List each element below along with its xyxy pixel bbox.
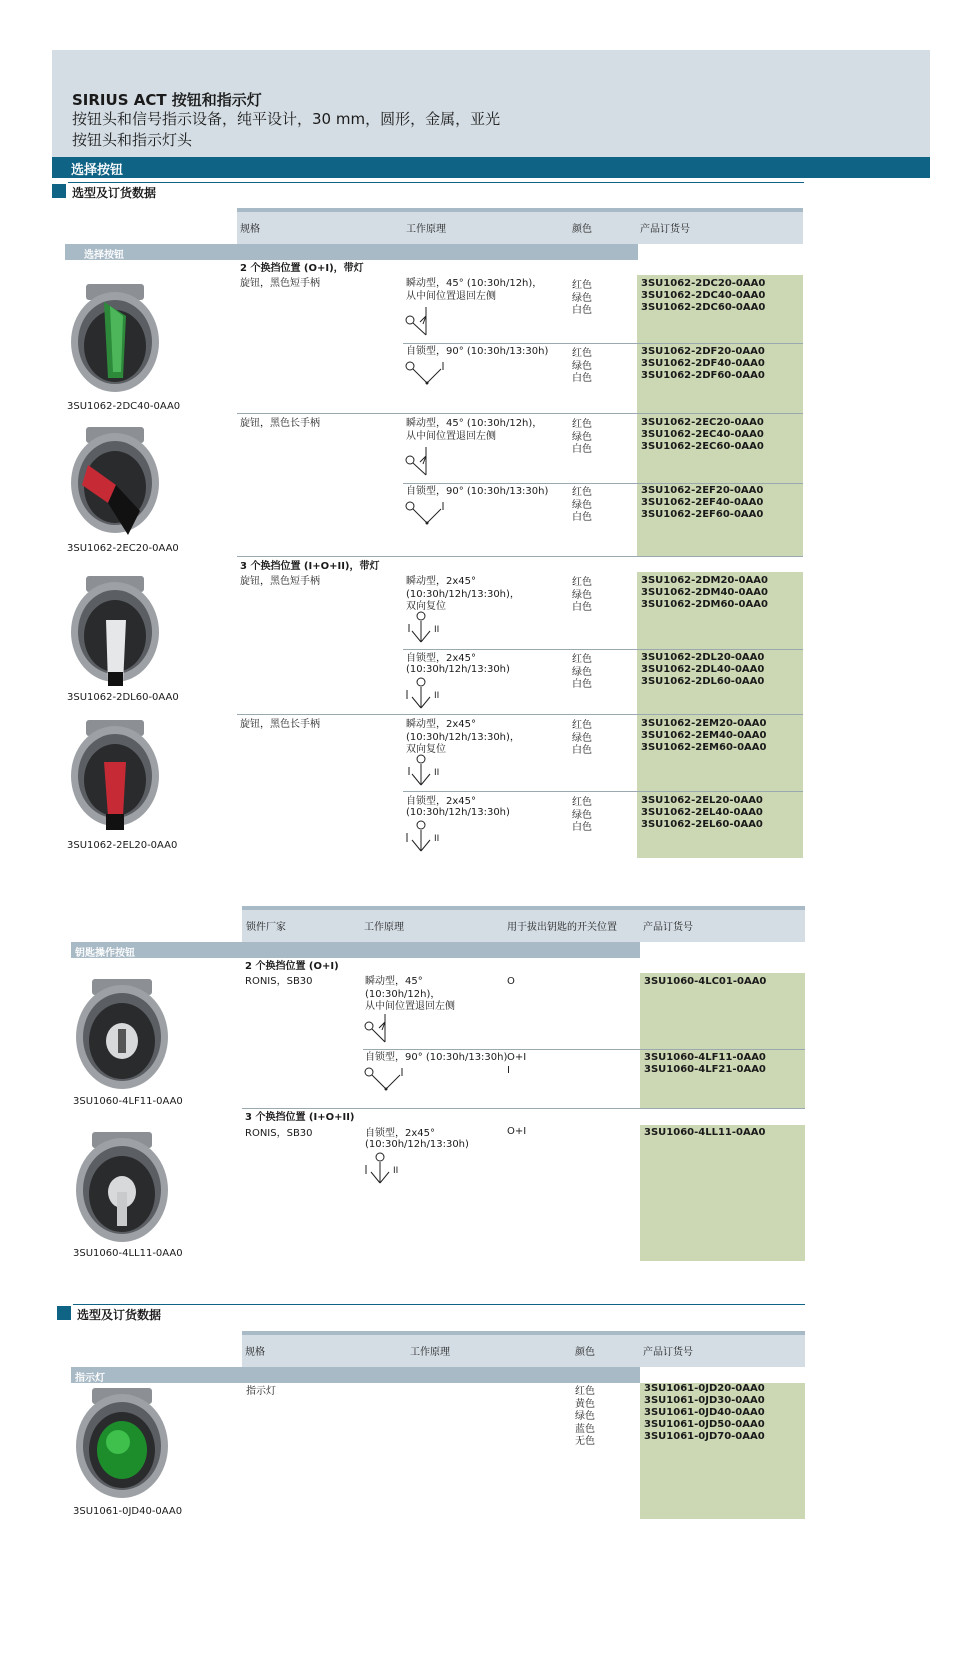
order-numbers: 3SU1062-2EF20-0AA0 3SU1062-2EF40-0AA0 3SU1062-2EF60-0AA0 — [641, 485, 764, 520]
selector-switch-image — [68, 280, 163, 400]
order-number: 3SU1060-4LC01-0AA0 — [644, 976, 767, 987]
color-list: 红色 绿色 白色 — [572, 487, 592, 523]
order-numbers: 3SU1062-2DM20-0AA0 3SU1062-2DM40-0AA0 3SU1062-2DM60-0AA0 — [641, 575, 768, 610]
key-switch-image — [72, 1128, 172, 1248]
group-label: 2 个换挡位置 (O+I) — [245, 961, 339, 972]
lock-maker: RONIS，SB30 — [245, 976, 313, 987]
three-position-switch-symbol — [404, 677, 444, 713]
order-numbers: 3SU1062-2EC20-0AA0 3SU1062-2EC40-0AA0 3SU1062-2EC60-0AA0 — [641, 417, 764, 452]
col-principle: 工作原理 — [364, 922, 404, 933]
principle-text: 瞬动型，2x45° (10:30h/12h/13:30h)， 双向复位 — [406, 719, 520, 755]
col-maker: 锁件厂家 — [246, 922, 286, 933]
principle-text: 瞬动型，45° (10:30h/12h)， 从中间位置退回左侧 — [365, 976, 455, 1012]
col-color: 颜色 — [572, 224, 592, 235]
principle-text: 自锁型，90° (10:30h/13:30h) — [406, 346, 549, 357]
row-divider — [403, 791, 803, 792]
order-numbers: 3SU1062-2DL20-0AA0 3SU1062-2DL40-0AA0 3SU1062-2DL60-0AA0 — [641, 652, 765, 687]
row-divider — [237, 556, 803, 557]
col-order: 产品订货号 — [640, 224, 690, 235]
momentary-switch-symbol — [363, 1012, 403, 1048]
selector-switch-image — [68, 716, 163, 836]
page-subtitle-2: 按钮头和指示灯头 — [72, 131, 193, 149]
product-caption: 3SU1061-0JD40-0AA0 — [73, 1506, 183, 1517]
table-header — [242, 1335, 805, 1367]
color-list: 红色 绿色 白色 — [572, 280, 592, 316]
page-subtitle: 按钮头和信号指示设备，纯平设计，30 mm，圆形，金属，亚光 — [72, 110, 501, 128]
three-position-switch-symbol — [404, 820, 444, 856]
momentary-switch-symbol — [404, 302, 444, 340]
color-list: 红色 绿色 白色 — [572, 797, 592, 833]
row-divider — [242, 1108, 805, 1109]
category-bar — [52, 157, 930, 178]
principle-text: 自锁型，2x45° (10:30h/12h/13:30h) — [365, 1128, 469, 1150]
col-color: 颜色 — [575, 1347, 595, 1358]
color-list: 红色 绿色 白色 — [572, 654, 592, 690]
key-position: O+I I — [507, 1052, 527, 1076]
subheader-label: 选择按钮 — [84, 250, 124, 261]
row-divider — [403, 649, 803, 650]
three-position-switch-symbol — [404, 754, 444, 790]
group-label: 3 个换挡位置 (I+O+II)，带灯 — [240, 561, 380, 572]
principle-text: 自锁型，2x45° (10:30h/12h/13:30h) — [406, 796, 510, 818]
table-header — [242, 910, 805, 942]
category-bar-label: 选择按钮 — [71, 163, 124, 178]
principle-text: 自锁型，90° (10:30h/13:30h) — [365, 1052, 508, 1063]
key-position: O+I — [507, 1126, 527, 1137]
latching-switch-symbol — [404, 356, 448, 386]
svg-text:II: II — [434, 691, 440, 701]
latching-switch-symbol — [363, 1062, 407, 1092]
col-order: 产品订货号 — [643, 1347, 693, 1358]
principle-text: 自锁型，2x45° (10:30h/12h/13:30h) — [406, 653, 510, 675]
lock-maker: RONIS，SB30 — [245, 1128, 313, 1139]
color-list: 红色 绿色 白色 — [572, 720, 592, 756]
principle-text: 自锁型，90° (10:30h/13:30h) — [406, 486, 549, 497]
three-position-switch-symbol — [363, 1152, 403, 1188]
order-numbers: 3SU1062-2DC20-0AA0 3SU1062-2DC40-0AA0 3SU1062-2DC60-0AA0 — [641, 278, 766, 313]
latching-switch-symbol — [404, 496, 448, 526]
principle-text: 瞬动型，45° (10:30h/12h)， 从中间位置退回左侧 — [406, 278, 543, 302]
order-column-bg — [640, 1125, 805, 1261]
col-spec: 规格 — [240, 224, 260, 235]
col-order: 产品订货号 — [643, 922, 693, 933]
col-principle: 工作原理 — [410, 1347, 450, 1358]
principle-text: 瞬动型，45° (10:30h/12h)， 从中间位置退回左侧 — [406, 418, 543, 442]
spec-text: 指示灯 — [246, 1386, 276, 1397]
key-switch-image — [72, 975, 172, 1095]
row-divider — [403, 483, 803, 484]
spec-text: 旋钮，黑色短手柄 — [240, 576, 320, 587]
order-column-bg — [640, 973, 805, 1108]
section-marker — [52, 184, 66, 198]
subheader-bar — [71, 942, 640, 958]
row-divider — [363, 1049, 805, 1050]
section-marker — [57, 1306, 71, 1320]
color-list: 红色 绿色 白色 — [572, 348, 592, 384]
color-list: 红色 黄色 绿色 蓝色 无色 — [575, 1386, 595, 1447]
order-numbers: 3SU1062-2EM20-0AA0 3SU1062-2EM40-0AA0 3SU1062-2EM60-0AA0 — [641, 718, 767, 753]
row-divider — [237, 413, 803, 414]
spec-text: 旋钮，黑色长手柄 — [240, 719, 320, 730]
table-header — [237, 212, 803, 244]
product-caption: 3SU1060-4LF11-0AA0 — [73, 1096, 183, 1107]
subheader-label: 钥匙操作按钮 — [75, 948, 135, 959]
col-principle: 工作原理 — [406, 224, 446, 235]
order-number: 3SU1060-4LL11-0AA0 — [644, 1127, 766, 1138]
product-caption: 3SU1062-2DC40-0AA0 — [67, 401, 181, 412]
principle-text: 瞬动型，2x45° (10:30h/12h/13:30h)， 双向复位 — [406, 576, 520, 612]
section-title: 选型及订货数据 — [77, 1308, 162, 1322]
section-rule — [68, 182, 804, 183]
svg-text:II: II — [393, 1166, 399, 1176]
color-list: 红色 绿色 白色 — [572, 419, 592, 455]
order-numbers: 3SU1061-0JD20-0AA0 3SU1061-0JD30-0AA0 3SU1061-0JD40-0AA0 3SU1061-0JD50-0AA0 3SU1061-0JD70-0AA0 — [644, 1383, 765, 1442]
col-spec: 规格 — [245, 1347, 265, 1358]
svg-text:II: II — [434, 625, 440, 635]
selector-switch-image — [68, 572, 163, 692]
momentary-switch-symbol — [404, 442, 444, 480]
spec-text: 旋钮，黑色短手柄 — [240, 278, 320, 289]
spec-text: 旋钮，黑色长手柄 — [240, 418, 320, 429]
page-title: SIRIUS ACT 按钮和指示灯 — [72, 91, 262, 109]
group-label: 2 个换挡位置 (O+I)，带灯 — [240, 263, 364, 274]
group-label: 3 个换挡位置 (I+O+II) — [245, 1112, 355, 1123]
col-key-position: 用于拔出钥匙的开关位置 — [507, 922, 617, 933]
order-numbers: 3SU1062-2DF20-0AA0 3SU1062-2DF40-0AA0 3SU1062-2DF60-0AA0 — [641, 346, 765, 381]
indicator-light-image — [72, 1384, 172, 1504]
section-heading — [52, 184, 804, 198]
section-heading — [57, 1306, 805, 1320]
product-caption: 3SU1062-2EL20-0AA0 — [67, 840, 178, 851]
order-numbers: 3SU1062-2EL20-0AA0 3SU1062-2EL40-0AA0 3SU1062-2EL60-0AA0 — [641, 795, 763, 830]
section-rule — [73, 1304, 805, 1305]
svg-text:II: II — [434, 834, 440, 844]
key-position: O — [507, 976, 515, 987]
three-position-switch-symbol — [404, 611, 444, 647]
subheader-bar — [71, 1367, 640, 1383]
row-divider — [403, 343, 803, 344]
selector-switch-image — [68, 423, 163, 543]
product-caption: 3SU1062-2EC20-0AA0 — [67, 543, 179, 554]
product-caption: 3SU1062-2DL60-0AA0 — [67, 692, 179, 703]
subheader-label: 指示灯 — [75, 1373, 105, 1384]
product-caption: 3SU1060-4LL11-0AA0 — [73, 1248, 183, 1259]
subheader-bar — [65, 244, 638, 260]
section-title: 选型及订货数据 — [72, 186, 157, 200]
svg-text:II: II — [434, 768, 440, 778]
row-divider — [237, 714, 803, 715]
order-numbers: 3SU1060-4LF11-0AA0 3SU1060-4LF21-0AA0 — [644, 1052, 766, 1075]
color-list: 红色 绿色 白色 — [572, 577, 592, 613]
